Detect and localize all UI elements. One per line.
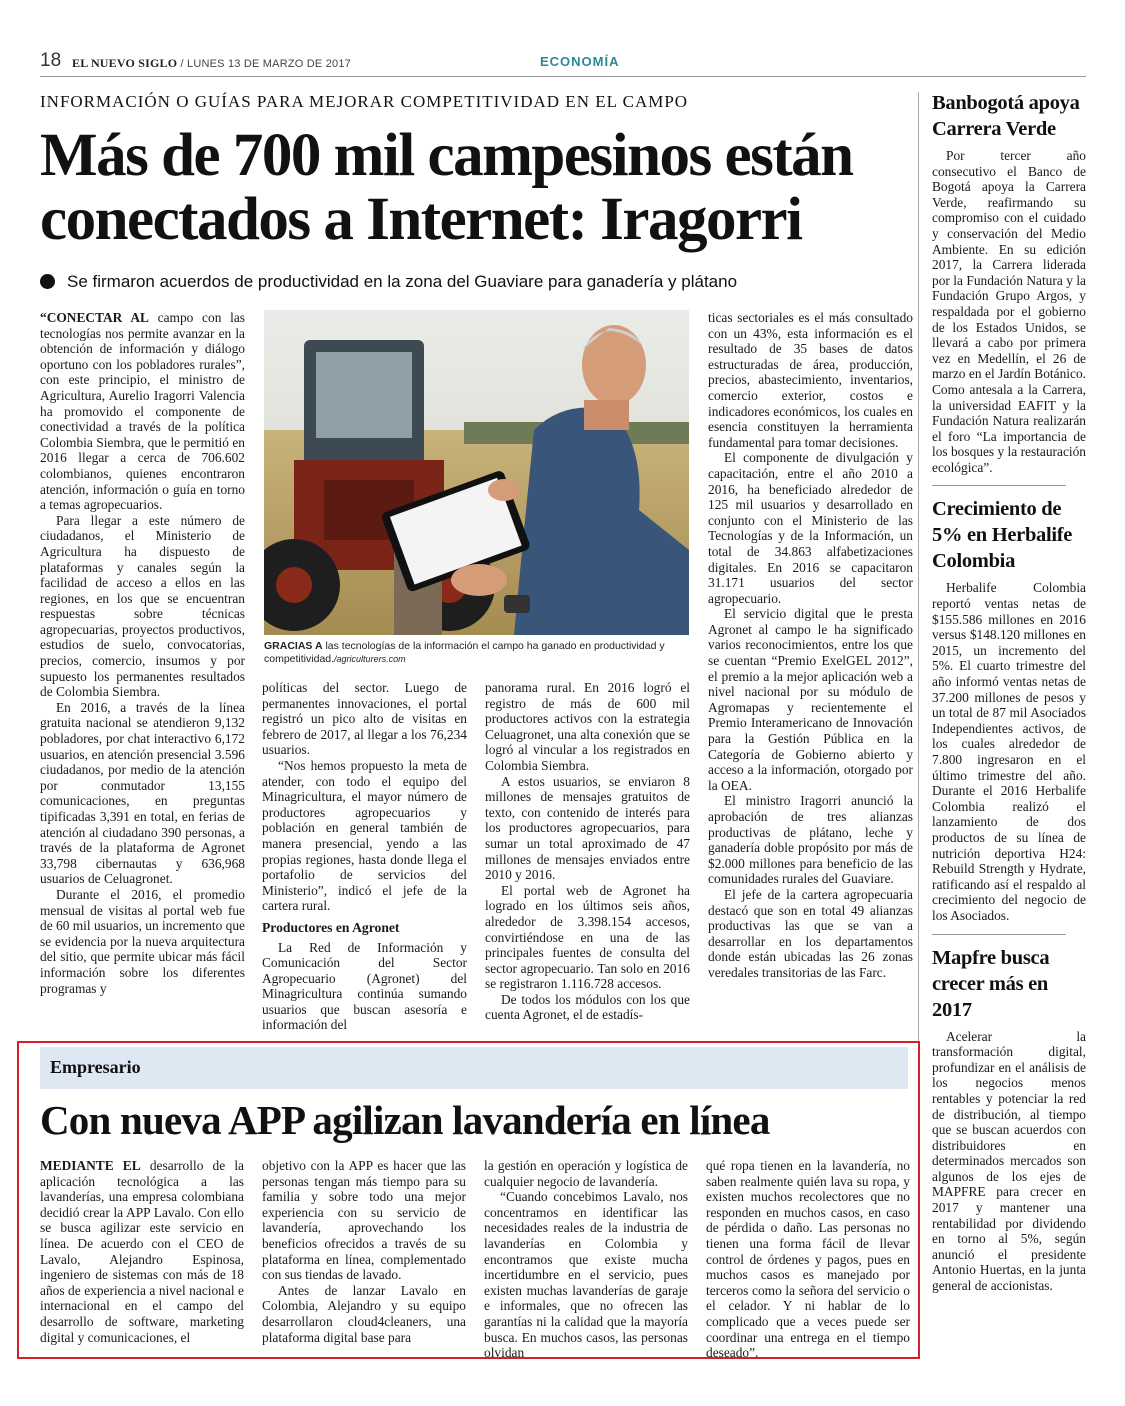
section-label: ECONOMÍA bbox=[540, 54, 620, 69]
lower-article-headline: Con nueva APP agilizan lavandería en línea bbox=[40, 1097, 770, 1143]
newspaper-masthead bbox=[72, 56, 351, 71]
brief-title: Banbogotá apoya Carrera Verde bbox=[932, 92, 1080, 140]
page-header bbox=[40, 50, 1086, 76]
paragraph: En 2016, a través de la línea gratuita nacional se atendieron 9,132 pobladores, por chat interactivo 6,172 usuarios, en atención presencial 3.596 ciudadanos, por medio de la atención por conmutador 13,155 comunicaciones, en preguntas tipificadas 3,391 en total, en ferias de atención al ciudadano 390 personas, a través de la plataforma de Agronet 33,798 cibernautas y 636,968 usuarios de Celuagronet. bbox=[40, 699, 245, 887]
brief-text: Herbalife Colombia reportó ventas netas de $155.586 millones en 2016 versus $148.120 millones en 2015, un incremento del 5%. El cuarto trimestre del año informó ventas netas de 37.200 millones de pesos y un total de 87 mil Asociados Independientes activos, de los cuales alrededor de 7.800 ingresaron en el último trimestre del año. Durante el 2016 Herbalife Colombia realizó el lanzamiento de dos productos de su línea de nutrición deportiva H24: Rebuild Strength y Hydrate, ratificando así el respaldo al crecimiento del negocio de los Asociados. bbox=[932, 580, 1086, 923]
lower-column-3 bbox=[484, 1158, 688, 1361]
tractor-tablet-photo bbox=[264, 310, 689, 635]
subsection-heading: Productores en Agronet bbox=[262, 919, 400, 935]
article-subhead bbox=[40, 272, 910, 292]
brief-divider bbox=[932, 485, 1066, 486]
article-column-2 bbox=[262, 680, 467, 1033]
paragraph: objetivo con la APP es hacer que las personas tengan más tiempo para su familia y sobre todo una mejor experiencia con su servicio de lavandería, aprovechando los beneficios ofrecidos a través de su plataforma en línea, complementado con sus tiendas de lavado. bbox=[262, 1158, 466, 1283]
photo-caption: GRACIAS A las tecnologías de la información el campo ha ganado en productividad y competitividad./agriculturers.com bbox=[264, 640, 665, 665]
lower-column-4 bbox=[706, 1158, 910, 1361]
article-column-4 bbox=[708, 310, 913, 981]
brief-title: Mapfre busca crecer más en 2017 bbox=[932, 946, 1050, 1021]
paragraph: El servicio digital que le presta Agronet al campo le ha significado varios reconocimientos, entre los que se cuentan “Premio ExelGEL 2012”, el premio a la mejor aplicación web a nivel nacional por su módulo de Agromapas y recientemente el Premio Interamericano de Innovación para la Gestión Pública en la Categoría de Gobierno abierto y acceso a la información, otorgado por la OEA. bbox=[708, 606, 913, 793]
sidebar-divider bbox=[918, 92, 919, 1132]
section-band bbox=[40, 1047, 908, 1089]
newspaper-name: EL NUEVO SIGLO bbox=[72, 56, 178, 70]
article-kicker: INFORMACIÓN O GUÍAS PARA MEJORAR COMPETITIVIDAD EN EL CAMPO bbox=[40, 92, 689, 111]
brief-divider bbox=[932, 934, 1066, 935]
paragraph: qué ropa tienen en la lavandería, no saben realmente quién lava su ropa, y existen muchos recolectores que no responden en muchos casos, en caso de pérdida o daño. Las personas no tienen una forma fácil de llevar control de órdenes y pagos, pues en muchos casos es manejado por terceros como la señora del servicio o el celador. Y ni hablar de lo complicado que a veces puede ser coordinar una entrega en el tiempo deseado”. bbox=[706, 1158, 910, 1361]
paragraph: La Red de Información y Comunicación del Sector Agropecuario (Agronet) del Minagricultura continúa sumando usuarios que buscan asesoría e información del bbox=[262, 939, 467, 1033]
header-divider bbox=[40, 76, 1086, 77]
paragraph: El ministro Iragorri anunció la aprobación de tres alianzas productivas de plátano, leche y ganadería doble propósito por más de $2.000 millones para beneficio de las comunidades rurales del Guaviare. bbox=[708, 793, 913, 887]
paragraph: El portal web de Agronet ha logrado en los últimos seis años, alrededor de 3.398.154 accesos, convirtiéndose en una de las principales fuentes de consulta del sector agropecuario. Tan solo en 2016 se registraron 1.116.728 accesos. bbox=[485, 882, 690, 992]
paragraph: políticas del sector. Luego de permanentes innovaciones, el portal registró un pico alto de visitas en febrero de 2017, al llegar a los 76,234 usuarios. bbox=[262, 680, 467, 758]
paragraph: El componente de divulgación y capacitación, entre el año 2010 a 2016, ha beneficiado alrededor de 125 mil usuarios y desarrollado en conjunto con el Ministerio de las Tecnologías y de la Información, un total de 34.863 alfabetizaciones digitales. En 2016 se capacitaron 31.171 usuarios del sector agropecuario. bbox=[708, 450, 913, 606]
subhead-text: Se firmaron acuerdos de productividad en la zona del Guaviare para ganadería y plátano bbox=[67, 272, 738, 291]
photo-credit: /agriculturers.com bbox=[334, 654, 406, 664]
photo-illustration bbox=[264, 310, 689, 635]
paragraph: Durante el 2016, el promedio mensual de visitas al portal web fue de 60 mil usuarios, un incremento que se evidencia por la nueva arquitectura del sitio, que permite ubicar más fácil información sobre los diferentes programas y bbox=[40, 886, 245, 996]
lower-column-1 bbox=[40, 1158, 244, 1345]
lower-column-2 bbox=[262, 1158, 466, 1345]
paragraph: “Cuando concebimos Lavalo, nos concentramos en identificar las necesidades reales de la industria de lavanderías en Colombia y encontramos que existe mucha incertidumbre en el servicio, pues existen muchas lavanderías de garaje e informales, que no ofrecen las garantías ni la calidad que la mayoría busca. En muchos casos, las personas olvidan bbox=[484, 1189, 688, 1361]
paragraph: panorama rural. En 2016 logró el registro de más de 600 mil productores activos con la estrategia Celuagronet, una alta conexión que se logró al vincular a los registrados en Colombia Siembra. bbox=[485, 680, 690, 773]
paragraph: El jefe de la cartera agropecuaria destacó que son en total 49 alianzas productivas las que se van a desarrollar en los departamentos donde están ubicadas las 26 zonas veredales transitorias de las Farc. bbox=[708, 886, 913, 980]
band-label: Empresario bbox=[50, 1057, 141, 1077]
article-column-1 bbox=[40, 310, 245, 996]
article-headline: Más de 700 mil campesinos están conectados a Internet: Iragorri bbox=[40, 122, 853, 253]
issue-date: / LUNES 13 DE MARZO DE 2017 bbox=[177, 58, 351, 70]
brief-text: Por tercer año consecutivo el Banco de Bogotá apoya la Carrera Verde, reafirmando su compromiso con el cuidado y conservación del Medio Ambiente. En su edición 2017, la Carrera liderada por la Fundación Natura y la Fundación Grupo Argos, y respaldada por el gobierno de los Estados Unidos, se llevará a cabo por primera vez en Medellín, el 26 de marzo en el Jardín Botánico. Como antesala a la Carrera, la universidad EAFIT y la Fundación Natura realizarán el foro “La importancia de los bosques y la restauración ecológica”. bbox=[932, 148, 1086, 475]
paragraph: “Nos hemos propuesto la meta de atender, con todo el equipo del Minagricultura, el mayor número de productores agropecuarios y población en general también de manera presencial, yendo a las propias regiones, hasta donde llega el portafolio de servicios del Ministerio”, indicó el jefe de la cartera rural. bbox=[262, 757, 467, 914]
bullet-icon bbox=[40, 274, 55, 289]
paragraph: ticas sectoriales es el más consultado con un 43%, esta información es el resultado de 35 bases de datos estructuradas de área, producción, precios, abastecimiento, inventarios, comercio exterior, costos e indicadores económicos, los cuales en esencia constituyen la herramienta fundamental para tomar decisiones. bbox=[708, 310, 913, 450]
brief-title: Crecimiento de 5% en Herbalife Colombia bbox=[932, 498, 1073, 573]
lead-word: MEDIANTE EL bbox=[40, 1158, 141, 1173]
paragraph: Para llegar a este número de ciudadanos, el Ministerio de Agricultura ha dispuesto de plataformas y canales según la facilidad de acceso a ellos en las regiones, en los que se encuentran respuestas sobre técnicas agropecuarias, proyectos productivos, estudios de suelo, convocatorias, precios, comercio, insumos y por supuesto los permanentes resultados de Colombia Siembra. bbox=[40, 512, 245, 700]
sidebar-brief bbox=[932, 496, 1086, 923]
paragraph: “CONECTAR AL campo con las tecnologías nos permite avanzar en la obtención de información y diálogo oportuno con los pobladores rurales”, con este principio, el ministro de Agricultura, Aurelio Iragorri Valencia ha promovido el componente de conectividad a través de la política Colombia Siembra, que le permitió en 2016 llegar a cerca de 706.602 colombianos, quienes encontraron atención, información o guía en torno a temas agropecuarios. bbox=[40, 310, 245, 513]
brief-text: Acelerar la transformación digital, profundizar en el análisis de los negocios menos rentables y potenciar la red de distribución, al tiempo que se buscan acuerdos con distribuidores en determinados mercados son algunos de los ejes de MAPFRE para crecer en 2017 y mantener una rentabilidad por dividendo en torno al 5%, según anunció el presidente Antonio Huertas, en la junta general de accionistas. bbox=[932, 1028, 1086, 1294]
sidebar-brief bbox=[932, 90, 1086, 475]
paragraph: la gestión en operación y logística de cualquier negocio de lavandería. bbox=[484, 1158, 688, 1189]
paragraph: A estos usuarios, se enviaron 8 millones de mensajes gratuitos de texto, con contenido de interés para los productores agropecuarios, para sumar un total aproximado de 47 millones de mensajes enviados entre 2010 y 2016. bbox=[485, 773, 690, 883]
paragraph: De todos los módulos con los que cuenta Agronet, el de estadís- bbox=[485, 991, 690, 1023]
lead-word: “CONECTAR AL bbox=[40, 310, 149, 325]
caption-lead: GRACIAS A bbox=[264, 640, 323, 652]
paragraph: MEDIANTE EL desarrollo de la aplicación tecnológica a las lavanderías, una empresa colombiana decidió crear la APP Lavalo. Con ello se busca agilizar este servicio en línea. De acuerdo con el CEO de Lavalo, Alejandro Espinosa, ingeniero de sistemas con más de 18 años de experiencia a nivel nacional e internacional en el campo del desarrollo de software, marketing digital y comunicaciones, el bbox=[40, 1158, 245, 1345]
sidebar-brief bbox=[932, 945, 1086, 1294]
page-number: 18 bbox=[40, 50, 62, 71]
paragraph: Antes de lanzar Lavalo en Colombia, Alejandro y su equipo desarrollaron cloud4cleaners, una plataforma digital base para bbox=[262, 1282, 466, 1345]
article-column-3 bbox=[485, 680, 690, 1023]
sidebar bbox=[932, 90, 1086, 1294]
